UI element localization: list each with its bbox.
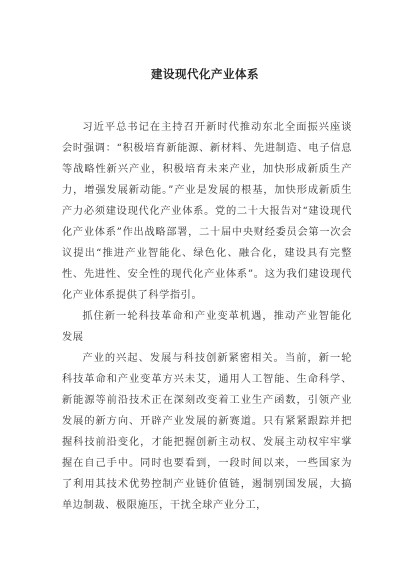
- document-body: [62, 117, 352, 516]
- body-paragraph: 产业的兴起、发展与科技创新紧密相关。当前，新一轮科技革命和产业变革方兴未艾，通用人工智能、生命科学、新能源等前沿技术正在深刻改变着工业生产函数，引领产业发展的新方向、开辟产业发展的新赛道。只有紧紧跟踪并把握科技前沿变化，才能把握创新主动权、发展主动权牢牢掌握在自己手中。同时也要看到，一段时间以来，一些国家为了利用其技术优势控制产业链价值链，遏制别国发展，大搞单边制裁、极限施压，干扰全球产业分工，: [62, 353, 352, 511]
- document-title: 建设现代化产业体系: [151, 67, 259, 81]
- body-paragraph: 习近平总书记在主持召开新时代推动东北全面振兴座谈会时强调：“积极培育新能源、新材料、先进制造、电子信息等战略性新兴产业，积极培育未来产业，加快形成新质生产力，增强发展新动能。”产业是发展的根基，加快形成新质生产力必须建设现代化产业体系。党的二十大报告对“建设现代化产业体系”作出战略部署，二十届中央财经委员会第一次会议提出“推进产业智能化、绿色化、融合化，建设具有完整性、先进性、安全性的现代化产业体系”。这为我们建设现代化产业体系提供了科学指引。: [62, 122, 352, 301]
- section-heading: 抓住新一轮科技革命和产业变革机遇，推动产业智能化发展: [62, 311, 352, 343]
